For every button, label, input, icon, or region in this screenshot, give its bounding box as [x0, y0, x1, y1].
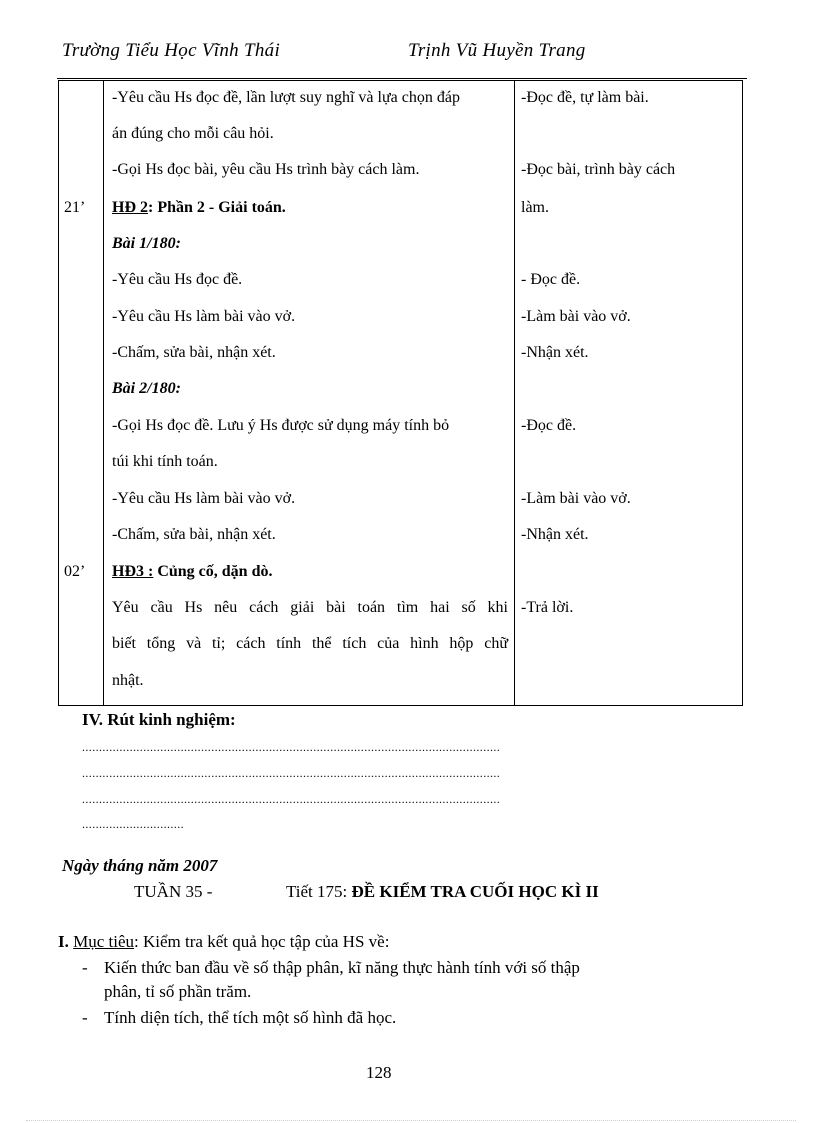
teacher-line: -Yêu cầu Hs làm bài vào vở.: [112, 308, 296, 325]
student-line: -Đọc đề.: [521, 417, 577, 434]
teacher-line: biết tổng và tỉ; cách tính thể tích của hình hộp chữ: [112, 635, 508, 652]
student-line: -Làm bài vào vở.: [521, 308, 631, 325]
bullet-dash: -: [82, 1008, 88, 1027]
teacher-line: -Yêu cầu Hs đọc đề.: [112, 271, 243, 288]
teacher-line: -Chấm, sửa bài, nhận xét.: [112, 344, 276, 361]
teacher-line: -Gọi Hs đọc bài, yêu cầu Hs trình bày cách làm.: [112, 161, 420, 178]
teacher-line: -Chấm, sửa bài, nhận xét.: [112, 526, 276, 543]
student-line: -Đọc bài, trình bày cách: [521, 161, 676, 178]
time-21: 21’: [64, 199, 86, 216]
hd2-label: HĐ 2: [112, 199, 148, 216]
hd2-title: : Phần 2 - Giải toán.: [148, 199, 286, 216]
lesson-number: Tiết 175:: [286, 882, 352, 901]
goal-number: I.: [58, 932, 69, 951]
bullet-item-continued: phân, tỉ số phần trăm.: [104, 982, 252, 1001]
dotted-line: ...........................................................................................................................: [82, 740, 501, 754]
date-line: Ngày tháng năm 2007: [62, 856, 218, 875]
teacher-line: -Yêu cầu Hs làm bài vào vở.: [112, 490, 296, 507]
teacher-line: án đúng cho mỗi câu hỏi.: [112, 125, 274, 142]
goal-label: Mục tiêu: [73, 932, 135, 951]
teacher-line: -Yêu cầu Hs đọc đề, lần lượt suy nghĩ và lựa chọn đáp: [112, 89, 460, 106]
time-column: [59, 81, 104, 706]
student-activity-column: [515, 81, 743, 706]
lesson-name: ĐỀ KIỂM TRA CUỐI HỌC KÌ II: [351, 882, 599, 901]
bullet-item: Kiến thức ban đầu về số thập phân, kĩ năng thực hành tính với số thập: [104, 958, 580, 977]
activity-heading-hd3: [112, 562, 272, 582]
section-number: IV.: [82, 710, 103, 729]
student-line: -Đọc đề, tự làm bài.: [521, 89, 649, 106]
teacher-line: túi khi tính toán.: [112, 453, 218, 470]
section-heading-experience: [82, 710, 236, 730]
header-rule: [57, 78, 747, 79]
hd3-title: Củng cố, dặn dò.: [153, 563, 273, 580]
lesson-title: [286, 882, 599, 902]
teacher-name: Trịnh Vũ Huyền Trang: [408, 40, 586, 61]
dotted-line: ...........................................................................................................................: [82, 792, 501, 806]
bullet-dash: -: [82, 958, 88, 977]
teacher-line: -Gọi Hs đọc đề. Lưu ý Hs được sử dụng máy tính bỏ: [112, 417, 450, 434]
page-number: 128: [366, 1063, 392, 1082]
exercise-heading: Bài 2/180:: [112, 380, 181, 397]
teacher-line: Yêu cầu Hs nêu cách giải bài toán tìm hai số khi: [112, 599, 508, 616]
student-line: -Nhận xét.: [521, 526, 589, 543]
footer-rule: [26, 1120, 796, 1121]
student-line: -Trả lời.: [521, 599, 574, 616]
table-row: [59, 81, 743, 706]
week-label: TUẦN 35 -: [134, 882, 213, 901]
activity-heading-hd2: [112, 198, 286, 218]
dotted-line: ...........................................................................................................................: [82, 766, 501, 780]
bullet-item: Tính diện tích, thể tích một số hình đã học.: [104, 1008, 397, 1027]
time-02: 02’: [64, 563, 86, 580]
teacher-activity-column: [104, 81, 515, 706]
student-line: làm.: [521, 199, 549, 216]
school-name: Trường Tiểu Học Vĩnh Thái: [62, 40, 281, 61]
section-title: Rút kinh nghiệm:: [107, 710, 236, 729]
page-header: [62, 40, 762, 70]
student-line: -Nhận xét.: [521, 344, 589, 361]
goal-heading: [58, 932, 389, 952]
exercise-heading: Bài 1/180:: [112, 235, 181, 252]
teacher-line: nhật.: [112, 672, 144, 689]
hd3-label: HĐ3 :: [112, 563, 154, 580]
dotted-line: ..............................: [82, 817, 184, 831]
student-line: -Làm bài vào vở.: [521, 490, 631, 507]
goal-text: : Kiểm tra kết quả học tập của HS về:: [134, 932, 390, 951]
lesson-table: [58, 80, 743, 706]
student-line: - Đọc đề.: [521, 271, 581, 288]
